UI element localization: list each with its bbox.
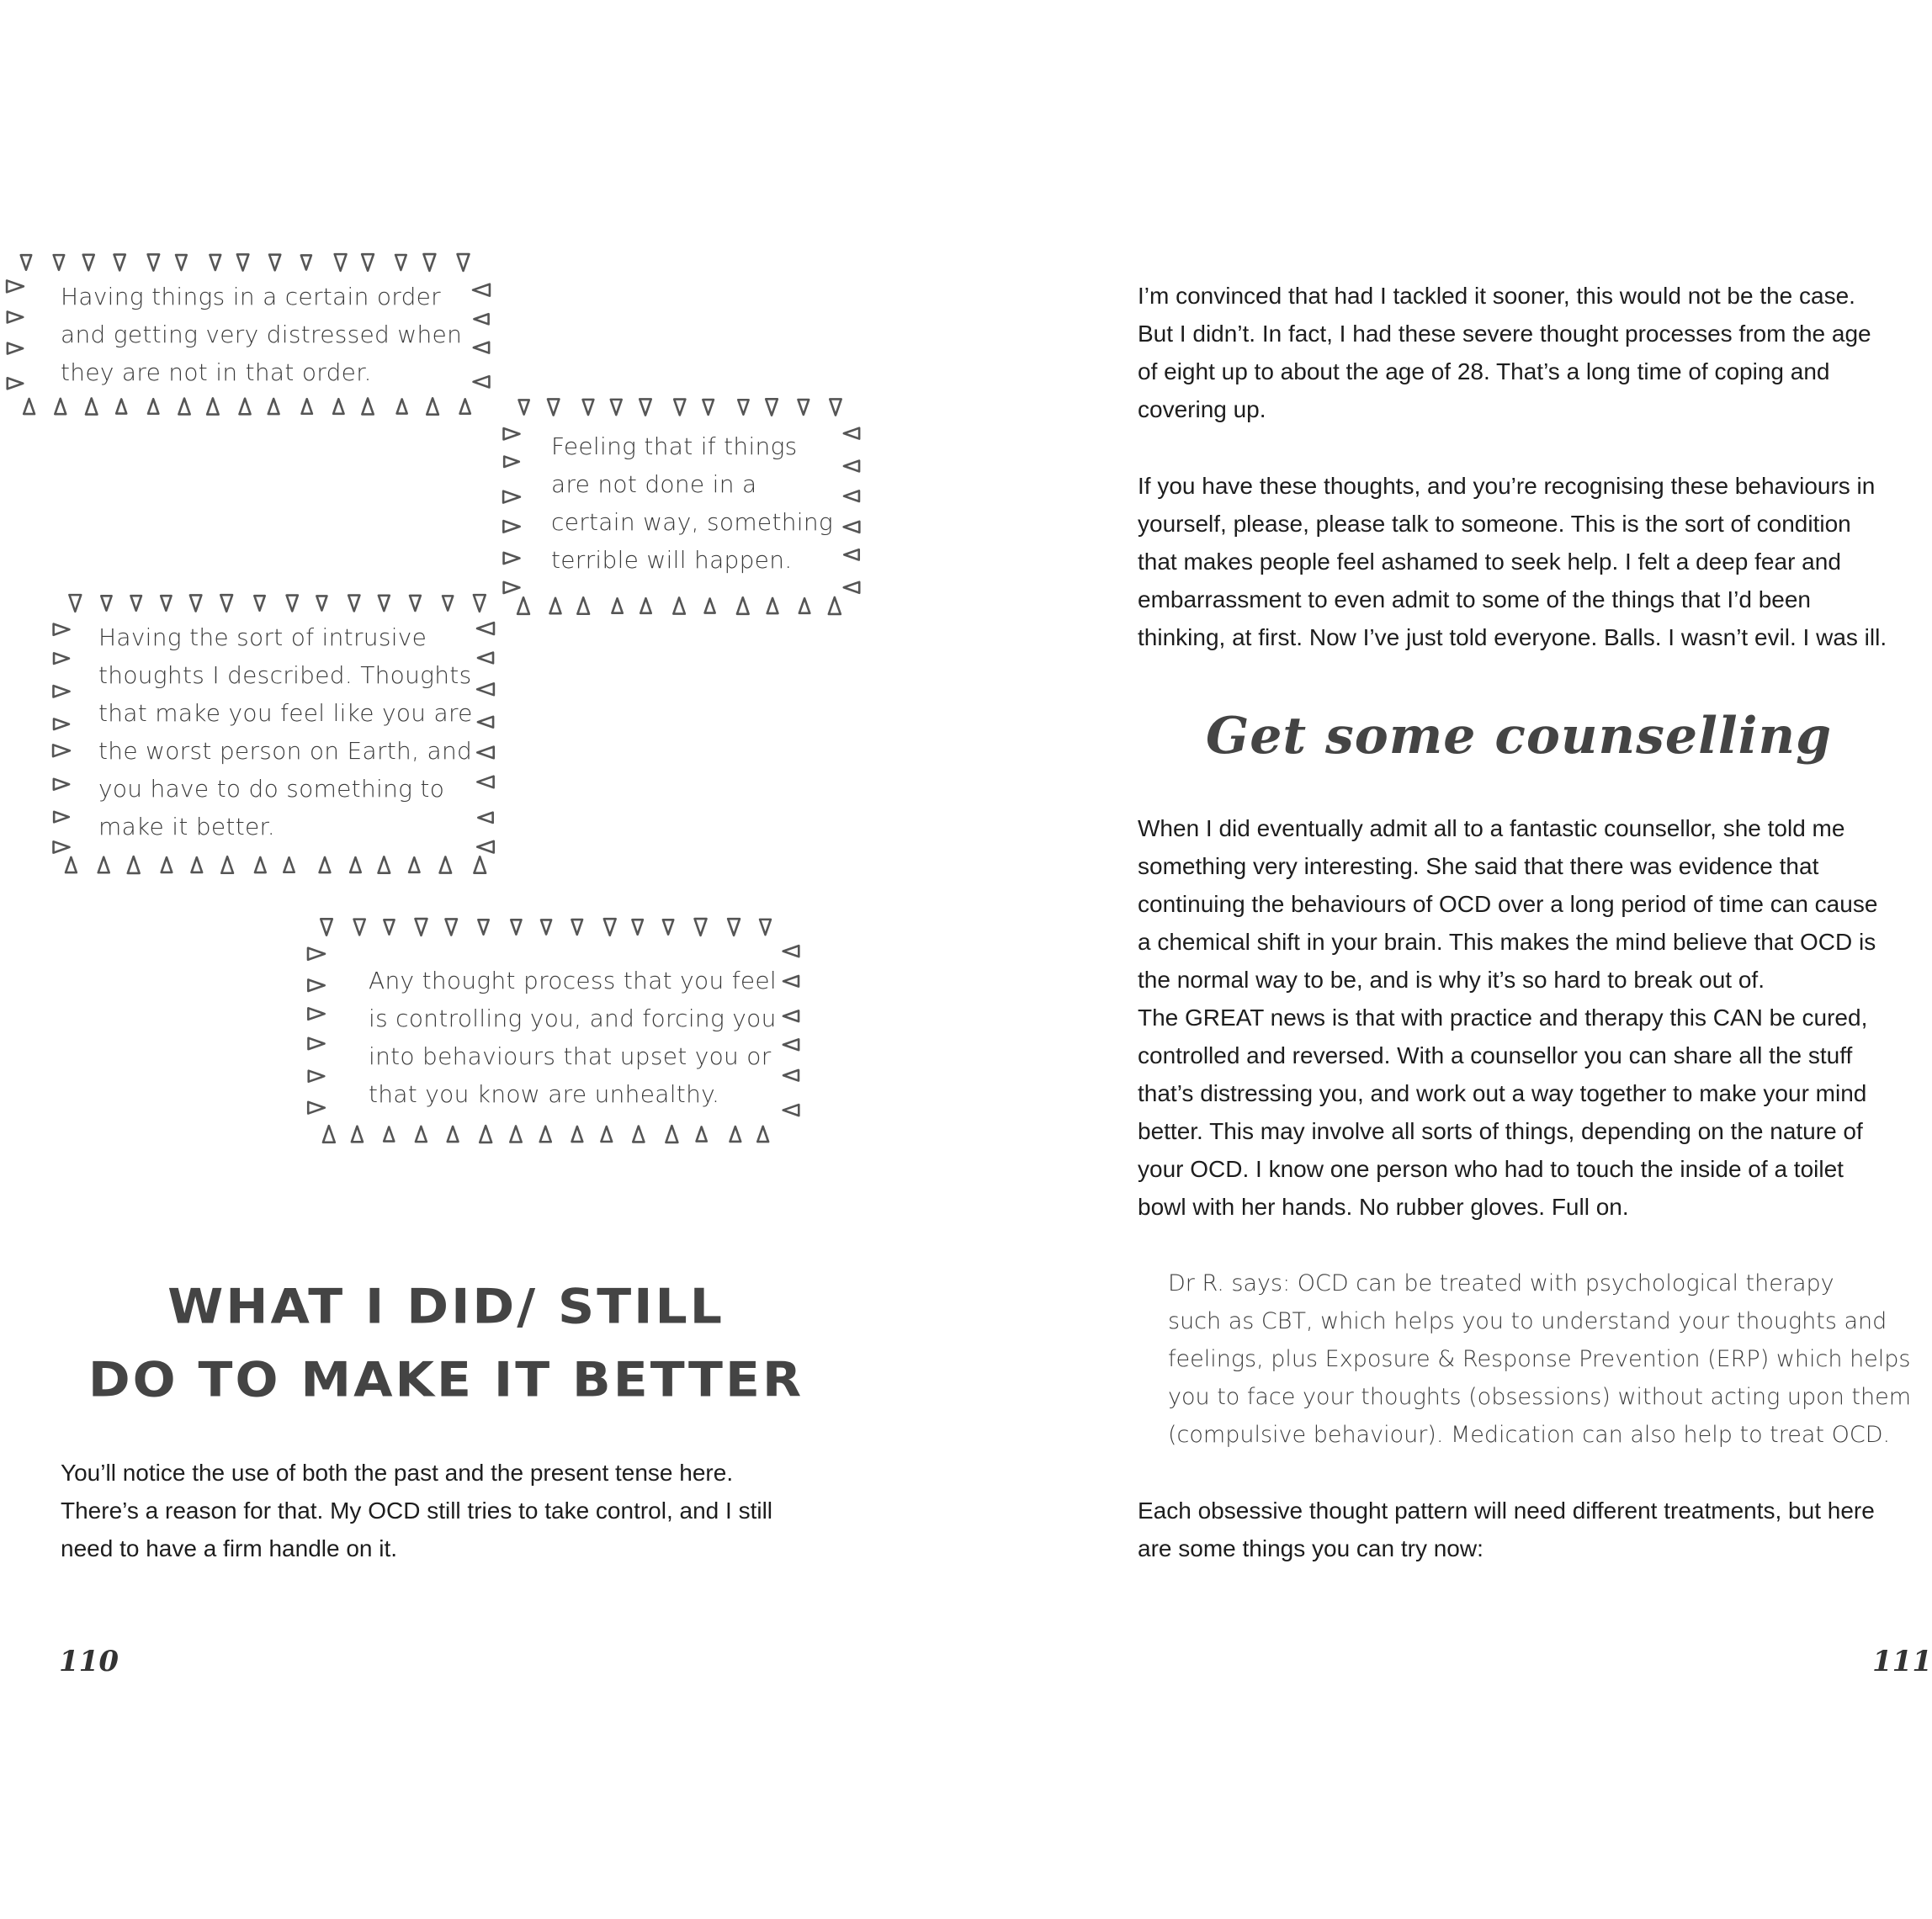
triangle-mark <box>308 948 325 960</box>
paragraph-convinced <box>1138 277 1871 428</box>
triangle-mark <box>504 553 520 564</box>
triangle-mark <box>478 653 493 664</box>
triangle-mark <box>335 254 347 271</box>
paragraph-line: a chemical shift in your brain. This makes the mind believe that OCD is <box>1138 929 1876 955</box>
triangle-mark <box>478 813 492 823</box>
triangle-mark <box>192 857 203 872</box>
triangle-mark <box>604 919 616 936</box>
triangle-mark <box>632 920 642 935</box>
heading-line: DO TO MAKE IT BETTER <box>88 1352 804 1408</box>
triangle-mark <box>458 254 470 271</box>
callout-line: are not done in a <box>551 470 757 498</box>
triangle-mark <box>766 399 778 415</box>
paragraph-line: continuing the behaviours of OCD over a long period of time can cause <box>1138 891 1878 917</box>
triangle-mark <box>504 428 520 439</box>
triangle-mark <box>348 596 359 612</box>
triangle-mark <box>116 399 126 413</box>
paragraph-line: that makes people feel ashamed to seek help. I felt a deep fear and <box>1138 549 1841 575</box>
triangle-mark <box>114 255 125 271</box>
triangle-mark <box>510 1126 521 1142</box>
triangle-mark <box>612 598 622 612</box>
triangle-mark <box>54 718 69 729</box>
triangle-mark <box>384 1126 394 1141</box>
callout-line: and getting very distressed when <box>61 321 463 348</box>
triangle-mark <box>416 1126 427 1142</box>
triangle-mark <box>8 343 23 354</box>
triangle-mark <box>410 596 421 611</box>
triangle-mark <box>354 920 365 936</box>
triangle-mark <box>799 400 809 415</box>
triangle-mark <box>440 856 451 872</box>
paragraph-line: I’m convinced that had I tackled it sooner, this would not be the case. <box>1138 283 1855 309</box>
triangle-mark <box>308 1008 324 1020</box>
paragraph-line: your OCD. I know one person who had to touch the inside of a toilet <box>1138 1156 1844 1182</box>
triangle-mark <box>287 596 298 612</box>
triangle-mark <box>783 1039 799 1050</box>
page-number-right: 111 <box>1872 1645 1932 1678</box>
triangle-mark <box>783 1105 799 1116</box>
triangle-mark <box>504 582 520 593</box>
triangle-mark <box>695 919 707 936</box>
triangle-mark <box>448 1126 459 1142</box>
triangle-mark <box>240 399 251 415</box>
paragraph-line: If you have these thoughts, and you’re recognising these behaviours in <box>1138 473 1876 499</box>
triangle-mark <box>148 254 159 270</box>
callout-line: Feeling that if things <box>551 432 798 460</box>
triangle-mark <box>478 717 493 728</box>
quote-line: feelings, plus Exposure & Response Prevention (ERP) which helps <box>1168 1346 1911 1372</box>
triangle-mark <box>477 841 493 853</box>
section-heading-what-i-did <box>76 1270 816 1418</box>
triangle-mark <box>478 920 488 934</box>
triangle-mark <box>207 398 218 414</box>
triangle-mark <box>511 920 521 934</box>
callout-line: you have to do something to <box>98 775 445 803</box>
triangle-mark <box>477 683 494 695</box>
callout-line: that make you feel like you are <box>98 699 473 727</box>
triangle-mark <box>397 399 407 413</box>
triangle-mark <box>66 857 77 872</box>
triangle-mark <box>221 856 233 873</box>
triangle-mark <box>54 624 70 635</box>
triangle-mark <box>21 255 31 270</box>
triangle-mark <box>54 812 69 822</box>
callout-line: Any thought process that you feel <box>369 967 777 994</box>
triangle-mark <box>55 399 66 414</box>
triangle-mark <box>519 400 529 414</box>
triangle-mark <box>176 255 187 270</box>
paragraph-line: Each obsessive thought pattern will need different treatments, but here <box>1138 1498 1875 1524</box>
paragraph-treatments <box>1138 1492 1875 1567</box>
triangle-mark <box>474 376 490 387</box>
callout-line: thoughts I described. Thoughts <box>98 661 472 689</box>
callout-line: terrible will happen. <box>551 546 793 574</box>
triangle-mark <box>757 1126 768 1142</box>
triangle-mark <box>384 920 394 934</box>
triangle-mark <box>548 399 559 415</box>
triangle-mark <box>480 1126 491 1142</box>
triangle-mark <box>738 400 748 414</box>
triangle-mark <box>427 398 438 414</box>
callout-line: that you know are unhealthy. <box>369 1080 720 1108</box>
triangle-mark <box>844 428 859 439</box>
triangle-mark <box>783 1070 799 1081</box>
triangle-mark <box>844 522 860 533</box>
triangle-mark <box>697 1126 707 1141</box>
triangle-mark <box>323 1126 335 1142</box>
triangle-mark <box>844 582 859 593</box>
triangle-mark <box>320 857 331 872</box>
triangle-mark <box>416 919 427 936</box>
callout-text <box>61 278 462 391</box>
triangle-mark <box>783 1010 799 1021</box>
paragraph-line: the normal way to be, and is why it’s so hard to break out of. <box>1138 967 1765 993</box>
triangle-mark <box>674 400 685 416</box>
paragraph-line: There’s a reason for that. My OCD still tries to take control, and I still <box>61 1498 773 1524</box>
triangle-mark <box>550 598 561 613</box>
triangle-mark <box>301 255 311 269</box>
callout-line: the worst person on Earth, and <box>98 737 473 765</box>
triangle-mark <box>161 596 171 611</box>
triangle-mark <box>703 400 714 415</box>
triangle-mark <box>362 399 373 415</box>
triangle-mark <box>268 399 279 414</box>
paragraph-line: controlled and reversed. With a counsellor you can share all the stuff <box>1138 1042 1853 1068</box>
triangle-mark <box>178 399 189 415</box>
callout-line: make it better. <box>98 813 275 840</box>
triangle-mark <box>799 598 809 613</box>
paragraph-line: But I didn’t. In fact, I had these severe thought processes from the age <box>1138 321 1871 347</box>
triangle-mark <box>844 549 858 559</box>
triangle-mark <box>474 314 488 324</box>
triangle-mark <box>69 595 81 612</box>
callout-text <box>551 427 833 579</box>
triangle-mark <box>8 311 23 322</box>
triangle-mark <box>737 597 749 614</box>
triangle-mark <box>572 1126 583 1142</box>
paragraph-line: The GREAT news is that with practice and therapy this CAN be cured, <box>1138 1005 1868 1031</box>
quote-line: you to face your thoughts (obsessions) without acting upon them <box>1168 1384 1911 1410</box>
quote-line: such as CBT, which helps you to understand your thoughts and <box>1168 1308 1887 1334</box>
triangle-mark <box>767 598 778 613</box>
triangle-mark <box>220 595 232 612</box>
triangle-mark <box>269 255 280 271</box>
triangle-mark <box>503 521 519 533</box>
triangle-mark <box>53 745 70 756</box>
triangle-mark <box>302 399 312 414</box>
triangle-mark <box>460 399 470 413</box>
triangle-mark <box>255 857 266 872</box>
callout-text <box>98 618 473 846</box>
triangle-mark <box>379 856 390 872</box>
callout-text <box>369 962 777 1113</box>
triangle-mark <box>8 378 23 389</box>
triangle-mark <box>24 399 34 414</box>
triangle-mark <box>148 399 158 413</box>
triangle-mark <box>474 595 486 612</box>
triangle-mark <box>728 919 740 936</box>
paragraph-line: You’ll notice the use of both the past and the present tense here. <box>61 1460 734 1486</box>
callout-box-feeling <box>496 389 867 624</box>
triangle-mark <box>316 596 326 610</box>
triangle-mark <box>477 747 493 759</box>
triangle-mark <box>83 255 94 270</box>
section-heading-counselling: Get some counselling <box>1205 707 1833 766</box>
triangle-mark <box>443 596 453 610</box>
triangle-mark <box>663 920 673 934</box>
triangle-mark <box>362 254 374 271</box>
triangle-mark <box>571 920 582 935</box>
triangle-mark <box>577 597 589 613</box>
triangle-mark <box>86 398 97 414</box>
triangle-mark <box>446 919 457 935</box>
triangle-mark <box>423 254 435 271</box>
heading-line: WHAT I DID/ STILL <box>167 1279 724 1335</box>
callout-box-thought-process <box>301 909 806 1153</box>
callout-box-ordering <box>0 244 496 425</box>
triangle-mark <box>7 280 24 292</box>
triangle-mark <box>131 596 141 611</box>
triangle-mark <box>54 255 65 270</box>
triangle-mark <box>673 597 684 613</box>
triangle-mark <box>409 857 419 872</box>
triangle-mark <box>98 857 109 873</box>
doctor-quote <box>1168 1264 1911 1454</box>
triangle-mark <box>210 255 220 270</box>
triangle-mark <box>783 946 799 957</box>
paragraph-line: of eight up to about the age of 28. That’s a long time of coping and <box>1138 358 1830 384</box>
callout-line: they are not in that order. <box>61 358 372 386</box>
triangle-mark <box>611 400 622 415</box>
paragraph-line: are some things you can try now: <box>1138 1535 1484 1561</box>
paragraph-talk-to-someone <box>1138 467 1887 656</box>
triangle-mark <box>477 777 493 787</box>
triangle-mark <box>308 1102 325 1114</box>
triangle-mark <box>352 1126 363 1142</box>
paragraph-line: better. This may involve all sorts of things, depending on the nature of <box>1138 1118 1863 1144</box>
paragraph-line: need to have a firm handle on it. <box>61 1535 398 1561</box>
callout-line: Having the sort of intrusive <box>98 623 427 651</box>
triangle-mark <box>829 597 841 614</box>
intro-paragraph <box>61 1454 772 1567</box>
paragraph-line: something very interesting. She said that there was evidence that <box>1138 853 1819 879</box>
triangle-mark <box>844 490 859 501</box>
paragraph-line: When I did eventually admit all to a fantastic counsellor, she told me <box>1138 815 1845 841</box>
triangle-mark <box>633 1126 644 1142</box>
triangle-mark <box>379 596 390 611</box>
triangle-mark <box>254 596 264 611</box>
triangle-mark <box>583 400 594 415</box>
paragraph-line: yourself, please, please talk to someone. This is the sort of condition <box>1138 511 1851 537</box>
triangle-mark <box>640 399 650 415</box>
paragraph-counsellor <box>1138 809 1877 1226</box>
triangle-mark <box>162 857 172 872</box>
triangle-mark <box>541 920 551 934</box>
triangle-mark <box>601 1126 612 1142</box>
paragraph-line: that’s distressing you, and work out a way together to make your mind <box>1138 1080 1867 1106</box>
callout-line: into behaviours that upset you or <box>369 1042 772 1070</box>
triangle-mark <box>54 653 69 664</box>
triangle-mark <box>395 255 406 270</box>
triangle-mark <box>504 457 519 467</box>
quote-line: (compulsive behaviour). Medication can also help to treat OCD. <box>1168 1422 1891 1448</box>
triangle-mark <box>844 461 859 472</box>
triangle-mark <box>333 399 343 414</box>
triangle-mark <box>309 1038 325 1049</box>
triangle-mark <box>783 976 799 987</box>
callout-line: certain way, something <box>551 508 833 536</box>
triangle-mark <box>477 623 494 634</box>
paragraph-line: thinking, at first. Now I’ve just told everyone. Balls. I wasn’t evil. I was ill. <box>1138 624 1887 650</box>
quote-line: Dr R. says: OCD can be treated with psychological therapy <box>1168 1270 1834 1296</box>
callout-line: is controlling you, and forcing you <box>369 1005 777 1032</box>
triangle-mark <box>540 1126 551 1142</box>
triangle-mark <box>474 856 486 872</box>
paragraph-line: embarrassment to even admit to some of the things that I’d been <box>1138 586 1811 612</box>
page-number-left: 110 <box>59 1645 119 1678</box>
triangle-mark <box>54 841 70 852</box>
triangle-mark <box>705 598 715 612</box>
paragraph-line: bowl with her hands. No rubber gloves. Full on. <box>1138 1194 1629 1220</box>
triangle-mark <box>730 1126 741 1142</box>
triangle-mark <box>237 254 248 270</box>
triangle-mark <box>474 342 489 353</box>
triangle-mark <box>503 491 520 503</box>
triangle-mark <box>128 856 140 873</box>
triangle-mark <box>666 1126 677 1142</box>
triangle-mark <box>760 920 771 935</box>
triangle-mark <box>640 598 650 613</box>
triangle-mark <box>101 596 111 610</box>
callout-box-intrusive-thoughts <box>46 585 501 883</box>
triangle-mark <box>54 779 69 790</box>
callout-line: Having things in a certain order <box>61 283 441 310</box>
triangle-mark <box>350 857 361 872</box>
triangle-mark <box>830 399 841 415</box>
triangle-mark <box>321 919 332 935</box>
triangle-mark <box>518 597 529 614</box>
paragraph-line: covering up. <box>1138 396 1266 422</box>
triangle-mark <box>53 686 69 697</box>
triangle-mark <box>473 284 490 296</box>
triangle-mark <box>308 979 324 991</box>
triangle-mark <box>309 1071 325 1082</box>
triangle-mark <box>284 857 294 872</box>
triangle-mark <box>190 595 201 611</box>
